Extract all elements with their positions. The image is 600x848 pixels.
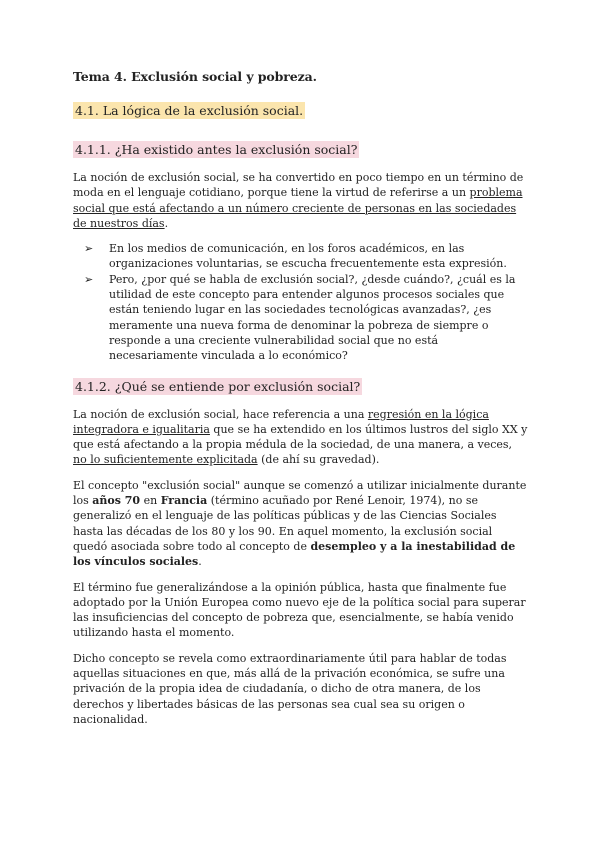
section-heading-4-1: 4.1. La lógica de la exclusión social. [75,103,304,118]
underlined-phrase: no lo suficientemente explicitada [73,453,258,467]
document-title: Tema 4. Exclusión social y pobreza. [73,69,317,84]
list-item: ➢ Pero, ¿por qué se habla de exclusión social?, ¿desde cuándo?, ¿cuál es la utilidad de este concepto para entender algunos procesos sociales que están teniendo lugar en las sociedades tecnológicas avanzadas?, ¿es meramente una nueva forma de denominar la pobreza de siempre o responde a una creciente vulnerabilidad social que no está necesariamente vinculada a lo económico? [84,272,516,363]
arrow-bullet-icon: ➢ [84,242,94,256]
list-item: ➢ En los medios de comunicación, en los foros académicos, en las organizaciones voluntarias, se escucha frecuentemente esta expresión. [84,242,507,271]
underlined-phrase: regresión en la lógica integradora e igualitaria [73,407,489,436]
paragraph-5: Dicho concepto se revela como extraordinariamente útil para hablar de todas aquellas situaciones en que, más allá de la privación económica, se sufre una privación de la propia idea de ciudadanía, o dicho de otra manera, de los derechos y libertades básicas de las personas sea cual sea su origen o nacionalidad. [73,651,507,726]
paragraph-2: La noción de exclusión social, hace referencia a una regresión en la lógica integradora e igualitaria que se ha extendido en los últimos lustros del siglo XX y que está afectando a la propia médula de la sociedad, de una manera, a veces, no lo suficientemente explicitada (de ahí su gravedad). [73,407,528,467]
paragraph-1: La noción de exclusión social, se ha convertido en poco tiempo en un término de moda en el lenguaje cotidiano, porque tiene la virtud de referirse a un problema social que está afectando a un número creciente de personas en las sociedades de nuestros días. [73,171,524,230]
bold-phrase: Francia [160,494,208,508]
underlined-phrase: problema social que está afectando a un número creciente de personas en las sociedades de nuestros días [73,186,523,230]
bold-phrase: desempleo y a la inestabilidad de los vínculos sociales [73,539,516,569]
document-content [73,69,529,737]
subsection-heading-4-1-2: 4.1.2. ¿Qué se entiende por exclusión social? [75,378,361,394]
arrow-bullet-icon: ➢ [84,272,94,286]
subsection-heading-4-1-1: 4.1.1. ¿Ha existido antes la exclusión social? [75,142,358,157]
bold-phrase: años 70 [92,494,141,508]
bullet-list [73,241,529,363]
paragraph-3: El concepto "exclusión social" aunque se comenzó a utilizar inicialmente durante los años 70 en Francia (término acuñado por René Lenoir, 1974), no se generalizó en el lenguaje de las políticas públicas y de las Ciencias Sociales hasta las décadas de los 80 y los 90. En aquel momento, la exclusión social quedó asociada sobre todo al concepto de desempleo y a la inestabilidad de los vínculos sociales. [73,478,527,569]
paragraph-4: El término fue generalizándose a la opinión pública, hasta que finalmente fue adoptado por la Unión Europea como nuevo eje de la política social para superar las insuficiencias del concepto de pobreza que, esencialmente, se había venido utilizando hasta el momento. [73,580,526,640]
